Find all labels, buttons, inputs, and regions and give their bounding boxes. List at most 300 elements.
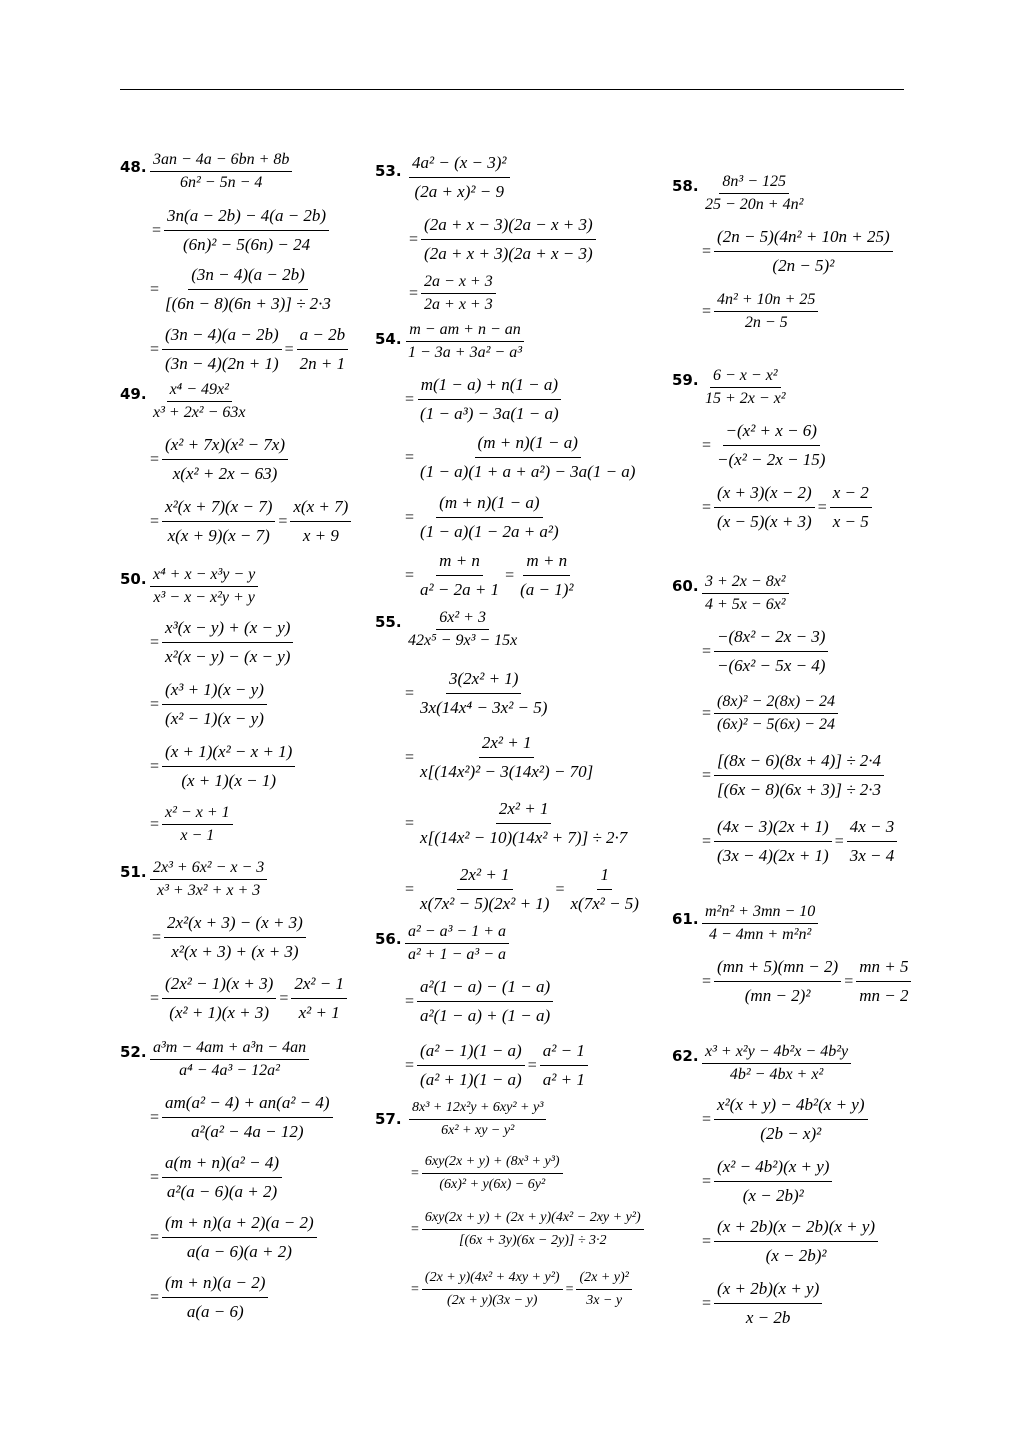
equals-sign: = — [702, 498, 712, 516]
problem-number: 56. — [375, 930, 402, 948]
problem-number: 62. — [672, 1047, 699, 1065]
equals-sign: = — [150, 1108, 160, 1126]
step — [150, 1150, 282, 1205]
equals-sign: = — [409, 284, 419, 302]
numerator: x⁴ + x − x³y − y — [150, 565, 258, 587]
numerator: (2a + x − 3)(2a − x + 3) — [421, 212, 596, 240]
step — [702, 902, 818, 945]
denominator: [(6x − 8)(6x + 3)] ÷ 2·3 — [717, 780, 882, 799]
numerator: (m + n)(a − 2) — [162, 1270, 268, 1298]
denominator: (x² − 1)(x − y) — [165, 709, 264, 728]
equals-sign: = — [150, 695, 160, 713]
step — [405, 796, 630, 851]
equals-sign: = — [150, 1228, 160, 1246]
numerator: 3 + 2x − 8x² — [702, 572, 789, 594]
equals-sign: = — [405, 748, 415, 766]
numerator: a²(1 − a) − (1 − a) — [417, 974, 553, 1002]
denominator: x(x² + 2x − 63) — [172, 464, 278, 483]
numerator: x(x + 7) — [290, 494, 351, 522]
equals-sign: = — [702, 302, 712, 320]
numerator: m²n² + 3mn − 10 — [702, 902, 818, 924]
fraction — [150, 380, 249, 423]
denominator: a² + 1 − a³ − a — [408, 946, 506, 963]
denominator: x³ + 2x² − 63x — [153, 404, 246, 421]
numerator: (m + n)(1 − a) — [475, 430, 581, 458]
equals-sign: = — [411, 1281, 419, 1297]
step — [405, 1038, 588, 1093]
step — [411, 1268, 632, 1311]
step — [405, 666, 550, 721]
step — [702, 290, 818, 333]
problem-number: 51. — [120, 863, 147, 881]
numerator: (8x)² − 2(8x) − 24 — [714, 692, 838, 714]
denominator: x[(14x²)² − 3(14x²) − 70] — [420, 762, 594, 781]
denominator: (2a + x + 3)(2a + x − 3) — [424, 244, 593, 263]
numerator: (x + 3)(x − 2) — [714, 480, 815, 508]
numerator: am(a² − 4) + an(a² − 4) — [162, 1090, 333, 1118]
step — [702, 624, 828, 679]
numerator: [(8x − 6)(8x + 4)] ÷ 2·4 — [714, 748, 884, 776]
step — [702, 1154, 832, 1209]
numerator: 2x² + 1 — [457, 862, 513, 890]
fraction — [567, 862, 641, 917]
equals-sign: = — [150, 989, 160, 1007]
fraction — [714, 418, 828, 473]
numerator: (m + n)(1 − a) — [436, 490, 542, 518]
equals-sign: = — [702, 832, 712, 850]
fraction — [417, 730, 596, 785]
fraction — [517, 548, 576, 603]
step — [405, 862, 642, 917]
fraction — [162, 1270, 268, 1325]
equals-sign: = — [150, 1168, 160, 1186]
numerator: 6x² + 3 — [436, 608, 489, 630]
denominator: (x − 5)(x + 3) — [717, 512, 812, 531]
denominator: (1 − a³) − 3a(1 − a) — [420, 404, 559, 423]
fraction — [162, 322, 282, 377]
fraction — [702, 572, 789, 615]
numerator: (3n − 4)(a − 2b) — [162, 322, 282, 350]
step — [702, 224, 893, 279]
denominator: 1 − 3a + 3a² − a³ — [408, 344, 522, 361]
equals-sign: = — [405, 508, 415, 526]
numerator: 1 — [597, 862, 612, 890]
problem-number: 52. — [120, 1043, 147, 1061]
fraction — [714, 1276, 822, 1331]
denominator: (x − 2b)² — [765, 1246, 827, 1265]
equals-sign: = — [409, 230, 419, 248]
numerator: 4a² − (x − 3)² — [409, 150, 510, 178]
step — [405, 430, 638, 485]
step — [405, 372, 562, 427]
numerator: x² − x + 1 — [162, 803, 233, 825]
step — [150, 1270, 268, 1325]
step — [150, 432, 288, 487]
denominator: x[(14x² − 10)(14x² + 7)] ÷ 2·7 — [420, 828, 628, 847]
denominator: 6x² + xy − y² — [441, 1123, 515, 1138]
step — [702, 418, 828, 473]
equals-sign: = — [150, 815, 160, 833]
fraction — [162, 739, 295, 794]
fraction — [714, 480, 815, 535]
step — [702, 480, 872, 535]
problem-number: 60. — [672, 577, 699, 595]
step — [409, 150, 510, 205]
equals-sign: = — [284, 340, 294, 358]
denominator: (1 − a)(1 + a + a²) − 3a(1 − a) — [420, 462, 636, 481]
denominator: a²(a² − 4a − 12) — [191, 1122, 304, 1141]
step — [405, 548, 577, 603]
fraction — [405, 922, 509, 965]
problem-number: 55. — [375, 613, 402, 631]
numerator: mn + 5 — [856, 954, 911, 982]
fraction — [417, 372, 562, 427]
step — [150, 803, 233, 846]
numerator: 2x² + 1 — [479, 730, 535, 758]
denominator: x³ + 3x² + x + 3 — [157, 882, 261, 899]
numerator: 3n(a − 2b) − 4(a − 2b) — [164, 203, 329, 231]
fraction — [417, 430, 638, 485]
step — [702, 692, 838, 735]
fraction — [162, 971, 276, 1026]
denominator: (a − 1)² — [520, 580, 574, 599]
numerator: 2x²(x + 3) − (x + 3) — [164, 910, 306, 938]
equals-sign: = — [527, 1056, 537, 1074]
equals-sign: = — [150, 757, 160, 775]
denominator: (6x)² − 5(6x) − 24 — [717, 716, 835, 733]
numerator: m + n — [436, 548, 483, 576]
fraction — [856, 954, 911, 1009]
numerator: a(m + n)(a² − 4) — [162, 1150, 282, 1178]
fraction — [150, 1038, 309, 1081]
problem-number: 49. — [120, 385, 147, 403]
numerator: m − am + n − an — [406, 320, 524, 342]
fraction — [417, 1038, 525, 1093]
numerator: x³ + x²y − 4b²x − 4b²y — [702, 1042, 851, 1064]
equals-sign: = — [702, 642, 712, 660]
denominator: 4 − 4mn + m²n² — [709, 926, 812, 943]
denominator: 15 + 2x − x² — [705, 390, 786, 407]
equals-sign: = — [152, 928, 162, 946]
fraction — [714, 1154, 832, 1209]
fraction — [150, 150, 292, 193]
numerator: (3n − 4)(a − 2b) — [188, 262, 308, 290]
equals-sign: = — [702, 704, 712, 722]
step — [702, 954, 911, 1009]
denominator: x³ − x − x²y + y — [153, 589, 255, 606]
equals-sign: = — [565, 1281, 574, 1297]
fraction — [164, 910, 306, 965]
equals-sign: = — [278, 512, 288, 530]
equals-sign: = — [150, 450, 160, 468]
numerator: 8x³ + 12x²y + 6xy² + y³ — [409, 1098, 546, 1120]
numerator: a − 2b — [297, 322, 348, 350]
denominator: 25 − 20n + 4n² — [705, 196, 804, 213]
numerator: (x³ + 1)(x − y) — [162, 677, 267, 705]
denominator: (a² + 1)(1 − a) — [420, 1070, 522, 1089]
numerator: m(1 − a) + n(1 − a) — [418, 372, 561, 400]
denominator: a² + 1 — [542, 1070, 585, 1089]
step — [150, 615, 293, 670]
fraction — [421, 272, 496, 315]
denominator: (x² + 1)(x + 3) — [169, 1003, 270, 1022]
denominator: 2n + 1 — [299, 354, 346, 373]
fraction — [540, 1038, 588, 1093]
equals-sign: = — [152, 221, 162, 239]
denominator: x − 5 — [832, 512, 869, 531]
equals-sign: = — [405, 390, 415, 408]
fraction — [150, 858, 267, 901]
numerator: 2x³ + 6x² − x − 3 — [150, 858, 267, 880]
fraction — [162, 1210, 317, 1265]
equals-sign: = — [150, 512, 160, 530]
problem-number: 50. — [120, 570, 147, 588]
numerator: 6xy(2x + y) + (2x + y)(4x² − 2xy + y²) — [422, 1208, 644, 1230]
numerator: m + n — [523, 548, 570, 576]
step — [405, 730, 596, 785]
numerator: (x + 2b)(x − 2b)(x + y) — [714, 1214, 878, 1242]
fraction — [417, 862, 552, 917]
denominator: (6x)² + y(6x) − 6y² — [439, 1177, 546, 1192]
numerator: 3an − 4a − 6bn + 8b — [150, 150, 292, 172]
denominator: x(7x² − 5)(2x² + 1) — [420, 894, 550, 913]
fraction — [297, 322, 348, 377]
fraction — [417, 796, 630, 851]
equals-sign: = — [411, 1165, 419, 1181]
fraction — [162, 1090, 333, 1145]
denominator: 4b² − 4bx + x² — [729, 1066, 824, 1083]
numerator: 2a − x + 3 — [421, 272, 496, 294]
fraction — [847, 814, 898, 869]
denominator: a²(1 − a) + (1 − a) — [420, 1006, 551, 1025]
numerator: 2x² − 1 — [291, 971, 347, 999]
step — [150, 971, 347, 1026]
fraction — [714, 748, 884, 803]
step — [150, 1038, 309, 1081]
numerator: −(x² + x − 6) — [723, 418, 820, 446]
numerator: x²(x + y) − 4b²(x + y) — [714, 1092, 867, 1120]
denominator: a(a − 6) — [186, 1302, 244, 1321]
step — [405, 320, 525, 363]
denominator: 3x − 4 — [849, 846, 895, 865]
equals-sign: = — [405, 448, 415, 466]
step — [150, 565, 258, 608]
step — [702, 366, 789, 409]
fraction — [291, 971, 347, 1026]
denominator: (1 − a)(1 − 2a + a²) — [420, 522, 559, 541]
step — [411, 1208, 644, 1251]
step — [150, 739, 295, 794]
equals-sign: = — [279, 989, 289, 1007]
numerator: (x² + 7x)(x² − 7x) — [162, 432, 288, 460]
step — [150, 494, 351, 549]
fraction — [162, 262, 334, 317]
problem-number: 58. — [672, 177, 699, 195]
denominator: x − 1 — [180, 827, 215, 844]
denominator: 6n² − 5n − 4 — [180, 174, 263, 191]
denominator: x²(x − y) − (x − y) — [165, 647, 291, 666]
equals-sign: = — [411, 1221, 419, 1237]
equals-sign: = — [405, 814, 415, 832]
denominator: (2x + y)(3x − y) — [447, 1293, 538, 1308]
denominator: mn − 2 — [859, 986, 909, 1005]
equals-sign: = — [702, 1110, 712, 1128]
equals-sign: = — [844, 972, 854, 990]
fraction — [150, 565, 258, 608]
fraction — [422, 1268, 563, 1311]
fraction — [162, 1150, 282, 1205]
fraction — [702, 902, 818, 945]
step — [150, 380, 249, 423]
equals-sign: = — [702, 1172, 712, 1190]
numerator: 4n² + 10n + 25 — [714, 290, 818, 312]
denominator: (3n − 4)(2n + 1) — [165, 354, 279, 373]
problem-number: 59. — [672, 371, 699, 389]
step — [405, 608, 520, 651]
numerator: x²(x + 7)(x − 7) — [162, 494, 275, 522]
problem-number: 53. — [375, 162, 402, 180]
numerator: 2x² + 1 — [496, 796, 552, 824]
step — [702, 1214, 878, 1269]
denominator: [(6n − 8)(6n + 3)] ÷ 2·3 — [165, 294, 331, 313]
equals-sign: = — [405, 992, 415, 1010]
fraction — [714, 224, 893, 279]
numerator: (mn + 5)(mn − 2) — [714, 954, 841, 982]
fraction — [714, 290, 818, 333]
numerator: −(8x² − 2x − 3) — [714, 624, 828, 652]
fraction — [830, 480, 872, 535]
step — [405, 922, 509, 965]
denominator: −(6x² − 5x − 4) — [717, 656, 826, 675]
step — [150, 150, 292, 193]
fraction — [417, 974, 553, 1029]
equals-sign: = — [555, 880, 565, 898]
equals-sign: = — [834, 832, 844, 850]
step — [150, 1090, 333, 1145]
numerator: 6xy(2x + y) + (8x³ + y³) — [422, 1152, 563, 1174]
denominator: (2b − x)² — [760, 1124, 822, 1143]
equals-sign: = — [702, 436, 712, 454]
numerator: (x² − 4b²)(x + y) — [714, 1154, 832, 1182]
equals-sign: = — [405, 880, 415, 898]
numerator: 6 − x − x² — [710, 366, 781, 388]
fraction — [162, 432, 288, 487]
fraction — [290, 494, 351, 549]
numerator: a² − 1 — [540, 1038, 588, 1066]
step — [409, 212, 596, 267]
fraction — [714, 814, 832, 869]
fraction — [714, 692, 838, 735]
numerator: (x + 1)(x² − x + 1) — [162, 739, 295, 767]
step — [405, 974, 553, 1029]
step — [405, 490, 562, 545]
step — [150, 322, 348, 377]
denominator: 3x − y — [586, 1293, 623, 1308]
fraction — [162, 494, 275, 549]
denominator: a²(a − 6)(a + 2) — [166, 1182, 278, 1201]
denominator: x + 9 — [302, 526, 339, 545]
fraction — [164, 203, 329, 258]
equals-sign: = — [405, 684, 415, 702]
numerator: x⁴ − 49x² — [167, 380, 232, 402]
denominator: a⁴ − 4a³ − 12a² — [179, 1062, 280, 1079]
numerator: x³(x − y) + (x − y) — [162, 615, 293, 643]
step — [409, 272, 496, 315]
denominator: a(a − 6)(a + 2) — [186, 1242, 292, 1261]
numerator: (m + n)(a + 2)(a − 2) — [162, 1210, 317, 1238]
denominator: x(x + 9)(x − 7) — [167, 526, 270, 545]
equals-sign: = — [702, 972, 712, 990]
denominator: 4 + 5x − 6x² — [705, 596, 786, 613]
equals-sign: = — [505, 566, 515, 584]
fraction — [409, 1098, 546, 1141]
step — [702, 1092, 868, 1147]
problem-number: 57. — [375, 1110, 402, 1128]
numerator: (a² − 1)(1 − a) — [417, 1038, 525, 1066]
fraction — [162, 677, 267, 732]
fraction — [702, 172, 806, 215]
step — [702, 748, 884, 803]
numerator: (4x − 3)(2x + 1) — [714, 814, 832, 842]
numerator: a³m − 4am + a³n − 4an — [150, 1038, 309, 1060]
denominator: [(6x + 3y)(6x − 2y)] ÷ 3·2 — [459, 1233, 607, 1248]
fraction — [417, 666, 550, 721]
fraction — [409, 150, 510, 205]
denominator: 42x⁵ − 9x³ − 15x — [408, 632, 518, 649]
denominator: x²(x + 3) + (x + 3) — [171, 942, 299, 961]
step — [150, 858, 267, 901]
numerator: (2x + y)² — [576, 1268, 631, 1290]
denominator: 2a + x + 3 — [424, 296, 493, 313]
fraction — [714, 954, 841, 1009]
step — [152, 910, 306, 965]
problem-number: 54. — [375, 330, 402, 348]
fraction — [422, 1208, 644, 1251]
equals-sign: = — [817, 498, 827, 516]
step — [702, 172, 806, 215]
numerator: (2x² − 1)(x + 3) — [162, 971, 276, 999]
fraction — [421, 212, 596, 267]
fraction — [417, 548, 502, 603]
step — [150, 1210, 317, 1265]
equals-sign: = — [405, 566, 415, 584]
step — [150, 677, 267, 732]
fraction — [162, 803, 233, 846]
step — [150, 262, 334, 317]
equals-sign: = — [150, 340, 160, 358]
denominator: (x − 2b)² — [742, 1186, 804, 1205]
fraction — [417, 490, 562, 545]
denominator: (2a + x)² − 9 — [414, 182, 504, 201]
denominator: (6n)² − 5(6n) − 24 — [182, 235, 311, 254]
equals-sign: = — [150, 1288, 160, 1306]
denominator: x² + 1 — [298, 1003, 340, 1022]
step — [702, 814, 897, 869]
denominator: (2n − 5)² — [772, 256, 835, 275]
step — [702, 1276, 822, 1331]
equals-sign: = — [702, 766, 712, 784]
fraction — [422, 1152, 563, 1195]
denominator: −(x² − 2x − 15) — [717, 450, 826, 469]
numerator: 8n³ − 125 — [719, 172, 789, 194]
equals-sign: = — [702, 1232, 712, 1250]
equals-sign: = — [702, 1294, 712, 1312]
equals-sign: = — [150, 633, 160, 651]
step — [702, 1042, 851, 1085]
denominator: (mn − 2)² — [744, 986, 811, 1005]
fraction — [162, 615, 293, 670]
step — [702, 572, 789, 615]
